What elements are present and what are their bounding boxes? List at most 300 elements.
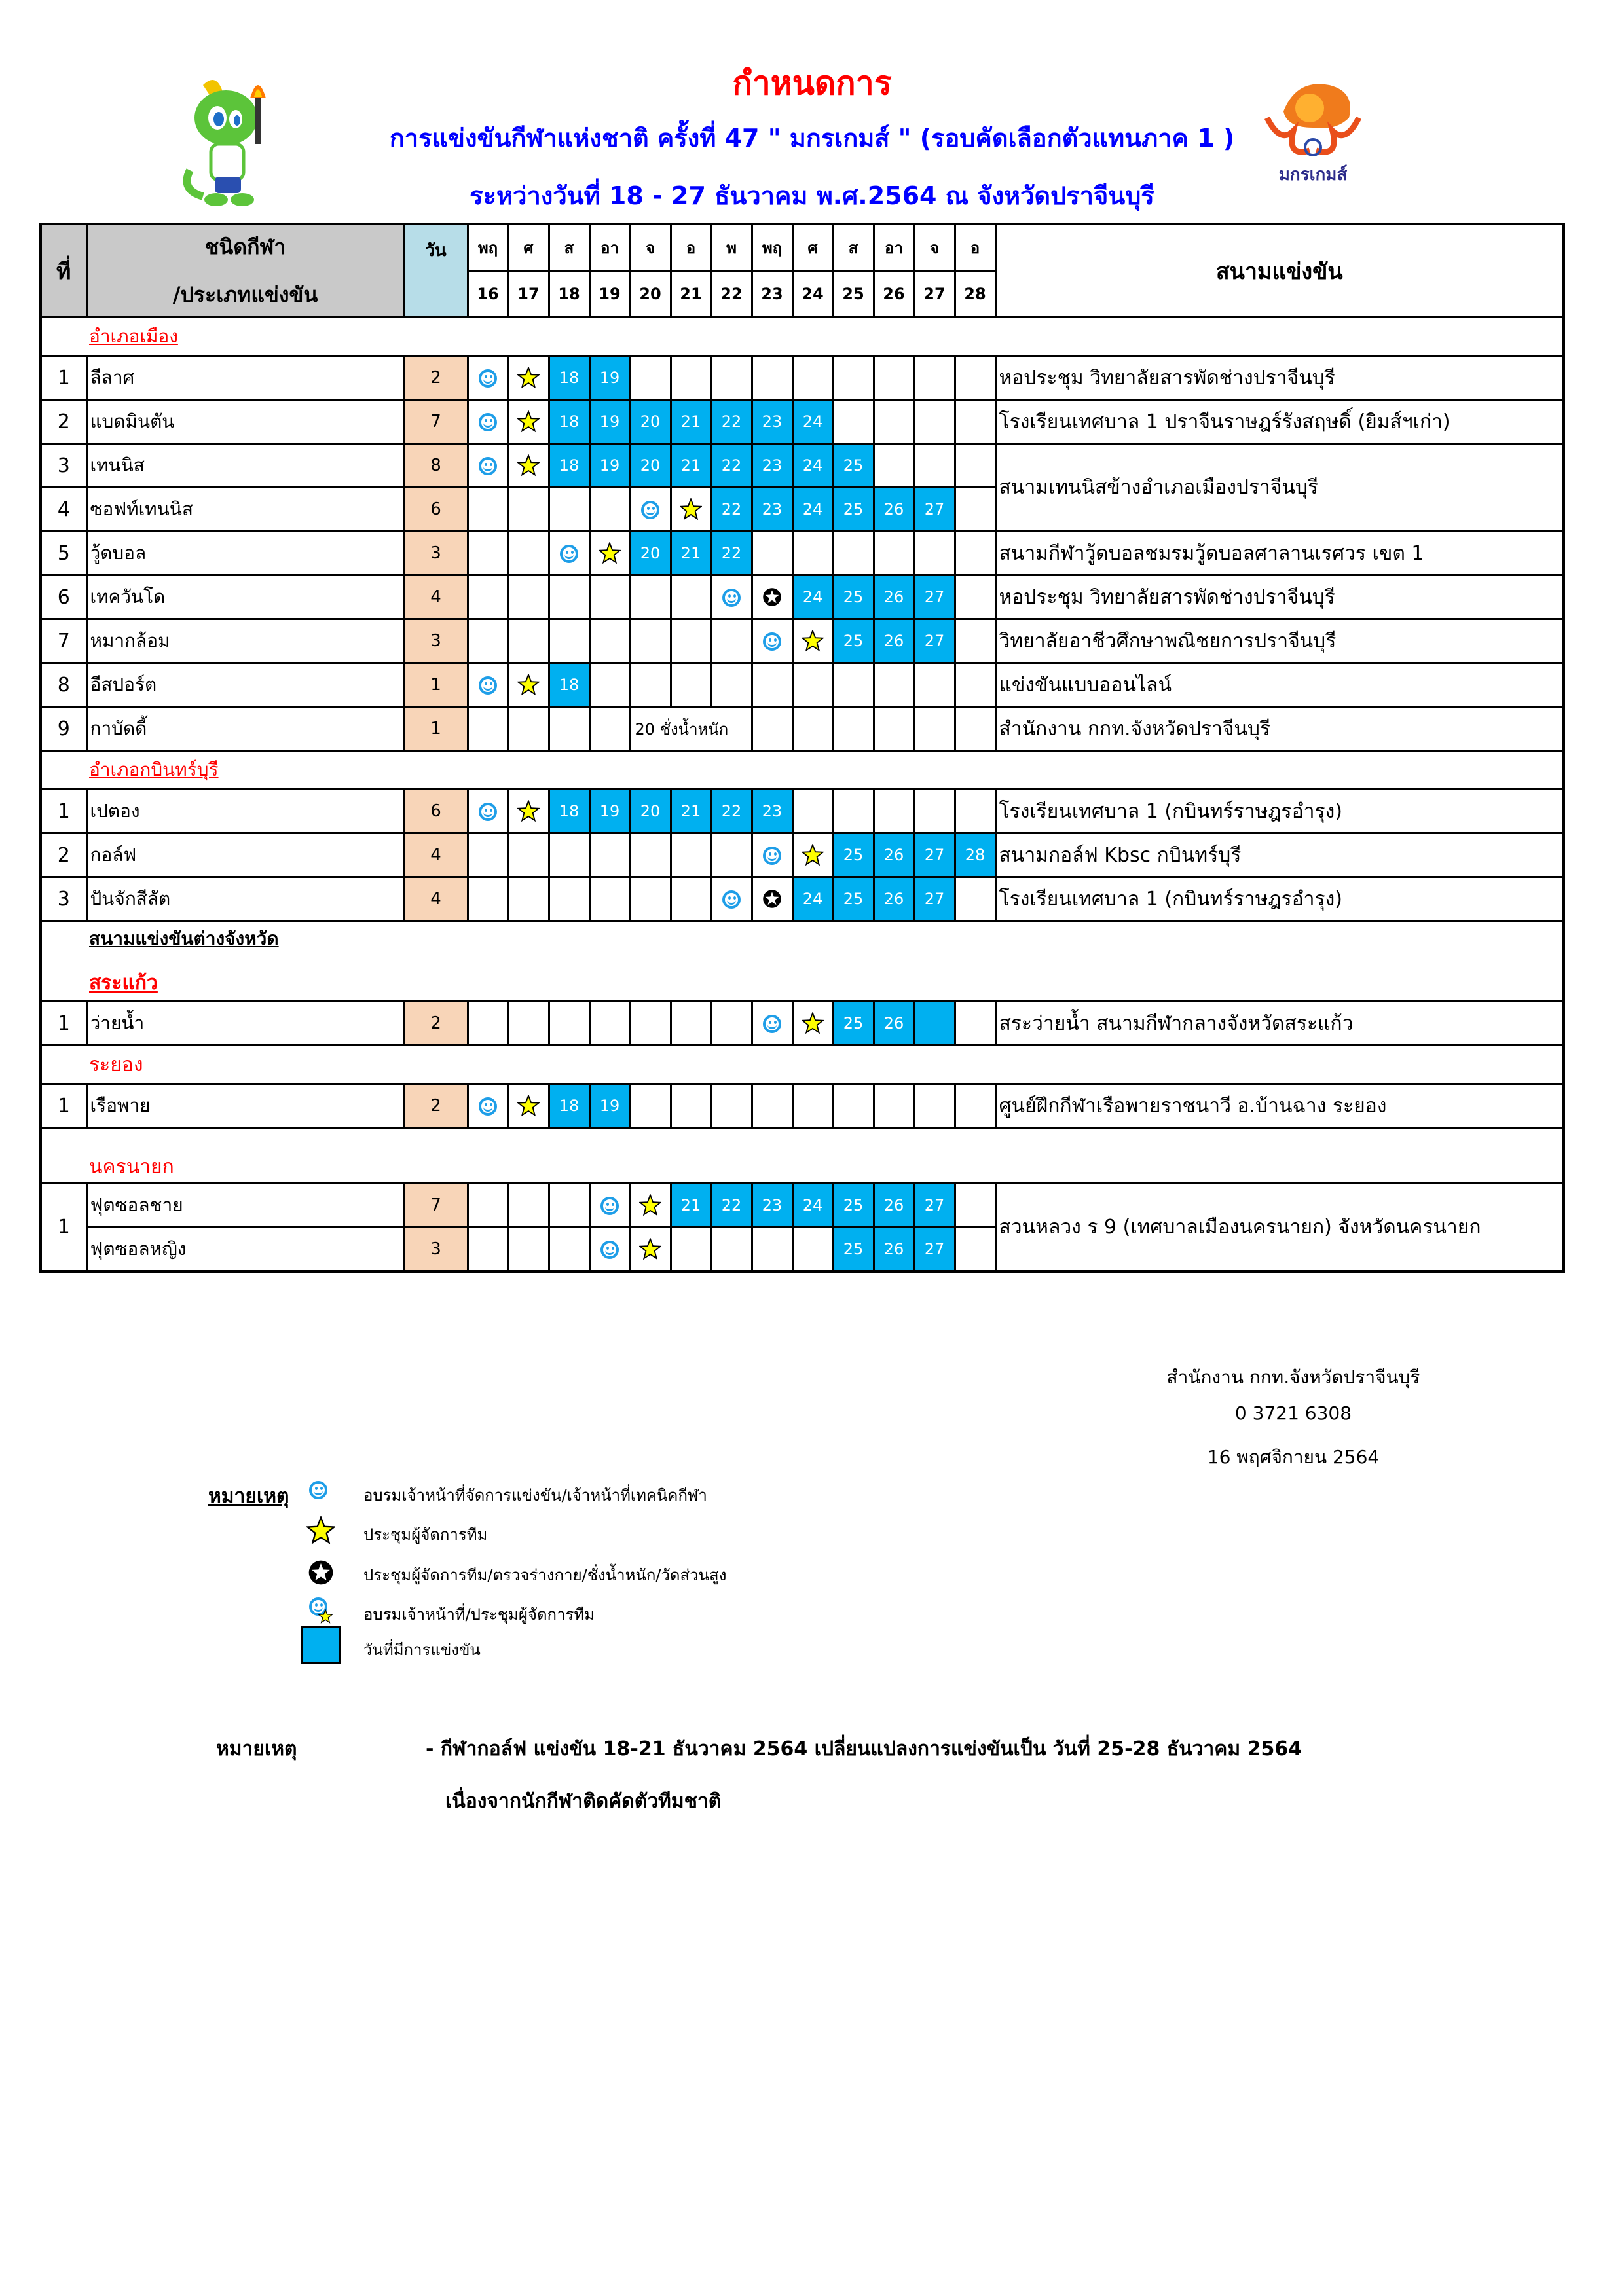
competition-day-cell: 21 xyxy=(671,1184,711,1228)
competition-day-cell: 18 xyxy=(549,663,589,707)
section-header xyxy=(41,751,1564,790)
day-cell xyxy=(508,444,549,488)
smile-icon xyxy=(479,369,497,388)
competition-day-cell: 18 xyxy=(549,790,589,833)
date-header: 19 xyxy=(589,271,630,318)
day-cell xyxy=(792,833,833,877)
day-cell xyxy=(792,356,833,400)
day-cell xyxy=(752,356,792,400)
day-cell xyxy=(792,790,833,833)
competition-day-cell: 18 xyxy=(549,356,589,400)
competition-day-cell: 27 xyxy=(914,575,955,619)
day-cell xyxy=(792,1228,833,1272)
table-row xyxy=(41,1184,1564,1228)
day-cell xyxy=(914,790,955,833)
competition-day-cell: 23 xyxy=(752,790,792,833)
day-cell xyxy=(508,400,549,444)
star-icon xyxy=(517,412,540,430)
competition-day-cell: 24 xyxy=(792,444,833,488)
day-cell xyxy=(914,707,955,751)
venue: โรงเรียนเทศบาล 1 (กบินทร์ราษฎรอำรุง) xyxy=(995,877,1564,921)
competition-day-cell: 22 xyxy=(711,444,752,488)
competition-day-cell: 25 xyxy=(833,488,874,532)
day-cell xyxy=(752,575,792,619)
day-cell xyxy=(711,619,752,663)
day-cell xyxy=(711,575,752,619)
day-cell xyxy=(711,663,752,707)
sport-name: แบดมินตัน xyxy=(86,400,404,444)
competition-day-cell: 21 xyxy=(671,532,711,575)
day-cell xyxy=(508,575,549,619)
weekday-header: ศ xyxy=(508,224,549,271)
day-cell xyxy=(630,356,671,400)
sport-name: อีสปอร์ต xyxy=(86,663,404,707)
competition-day-cell: 27 xyxy=(914,488,955,532)
section-header-label: อำเภอกบินทร์บุรี xyxy=(41,751,1564,790)
smile-star-icon xyxy=(309,1597,327,1616)
day-cell xyxy=(589,1184,630,1228)
day-cell xyxy=(508,1184,549,1228)
col-header-sport-line2: /ประเภทแข่งขัน xyxy=(172,282,318,307)
competition-day-cell: 26 xyxy=(874,1184,914,1228)
table-row xyxy=(41,532,1564,575)
star-icon xyxy=(306,1516,335,1548)
office-phone: 0 3721 6308 xyxy=(1234,1402,1352,1424)
weekday-header: พ xyxy=(711,224,752,271)
venue: สนามกีฬาวู้ดบอลชมรมวู้ดบอลศาลานเรศวร เขต 1 xyxy=(995,532,1564,575)
day-cell xyxy=(914,400,955,444)
sport-name: ลีลาศ xyxy=(86,356,404,400)
table-row xyxy=(41,619,1564,663)
competition-day-cell: 21 xyxy=(671,790,711,833)
day-cell xyxy=(549,877,589,921)
day-cell xyxy=(630,1184,671,1228)
competition-day-cell: 22 xyxy=(711,1184,752,1228)
date-header: 26 xyxy=(874,271,914,318)
competition-day-cell: 20 xyxy=(630,532,671,575)
smile-icon xyxy=(722,589,741,607)
weekday-header: ส xyxy=(549,224,589,271)
competition-day-cell: 26 xyxy=(874,1228,914,1272)
day-cell xyxy=(589,707,630,751)
day-cell xyxy=(752,877,792,921)
sport-name: ว่ายน้ำ xyxy=(86,1002,404,1046)
venue: หอประชุม วิทยาลัยสารพัดช่างปราจีนบุรี xyxy=(995,575,1564,619)
row-number: 2 xyxy=(41,833,86,877)
day-cell xyxy=(955,575,995,619)
day-cell xyxy=(468,400,508,444)
star-icon xyxy=(802,1013,824,1032)
row-number: 9 xyxy=(41,707,86,751)
day-cell xyxy=(914,444,955,488)
weekday-header: อา xyxy=(589,224,630,271)
competition-day-cell: 23 xyxy=(752,400,792,444)
date-header: 16 xyxy=(468,271,508,318)
day-cell xyxy=(549,833,589,877)
day-cell xyxy=(955,663,995,707)
competition-day-cell: 25 xyxy=(833,619,874,663)
day-cell xyxy=(874,356,914,400)
day-cell xyxy=(508,1002,549,1046)
days-count: 4 xyxy=(404,877,468,921)
other-provinces-header-cell xyxy=(41,921,1564,1002)
day-cell xyxy=(833,663,874,707)
star-icon xyxy=(517,675,540,693)
table-row xyxy=(41,663,1564,707)
other-provinces-header xyxy=(41,921,1564,1002)
day-cell xyxy=(589,833,630,877)
day-cell xyxy=(671,619,711,663)
day-cell xyxy=(589,575,630,619)
day-cell xyxy=(589,488,630,532)
day-cell xyxy=(833,356,874,400)
office-name: สำนักงาน กกท.จังหวัดปราจีนบุรี xyxy=(1166,1366,1420,1388)
day-cell xyxy=(549,1228,589,1272)
day-cell xyxy=(549,1184,589,1228)
competition-day-cell: 19 xyxy=(589,444,630,488)
day-cell xyxy=(630,1002,671,1046)
sport-name: กาบัดดี้ xyxy=(86,707,404,751)
date-header: 23 xyxy=(752,271,792,318)
day-cell xyxy=(752,619,792,663)
competition-day-cell: 25 xyxy=(833,1184,874,1228)
competition-day-cell: 24 xyxy=(792,1184,833,1228)
day-cell xyxy=(955,1002,995,1046)
competition-day-cell: 19 xyxy=(589,1084,630,1128)
row-number: 3 xyxy=(41,877,86,921)
schedule-table xyxy=(39,223,1565,1273)
row-number: 1 xyxy=(41,1084,86,1128)
day-cell xyxy=(671,877,711,921)
venue: สำนักงาน กกท.จังหวัดปราจีนบุรี xyxy=(995,707,1564,751)
legend-title: หมายเหตุ xyxy=(208,1485,289,1508)
weekday-header: จ xyxy=(630,224,671,271)
days-count: 8 xyxy=(404,444,468,488)
legend-item-label: อบรมเจ้าหน้าที่จัดการแข่งขัน/เจ้าหน้าที่เทคนิคกีฬา xyxy=(363,1486,707,1504)
date-header: 17 xyxy=(508,271,549,318)
day-cell xyxy=(833,532,874,575)
weekday-header: พฤ xyxy=(752,224,792,271)
day-cell xyxy=(589,663,630,707)
day-cell xyxy=(508,619,549,663)
legend-item-label: ประชุมผู้จัดการทีม/ตรวจร่างกาย/ชั่งน้ำหนัก/วัดส่วนสูง xyxy=(363,1566,727,1584)
table-row xyxy=(41,790,1564,833)
day-cell xyxy=(468,707,508,751)
col-header-no: ที่ xyxy=(41,224,86,318)
day-cell xyxy=(630,877,671,921)
row-number: 8 xyxy=(41,663,86,707)
days-count: 3 xyxy=(404,1228,468,1272)
days-count: 1 xyxy=(404,663,468,707)
day-cell xyxy=(630,1228,671,1272)
col-header-sport-line1: ชนิดกีฬา xyxy=(204,234,286,259)
sport-name: ฟุตซอลหญิง xyxy=(86,1228,404,1272)
star-icon xyxy=(517,456,540,474)
date-header: 22 xyxy=(711,271,752,318)
row-number: 7 xyxy=(41,619,86,663)
day-cell xyxy=(752,833,792,877)
day-cell xyxy=(508,532,549,575)
date-header: 24 xyxy=(792,271,833,318)
circle-star-icon xyxy=(308,1559,334,1588)
day-cell xyxy=(508,707,549,751)
sport-name: กอล์ฟ xyxy=(86,833,404,877)
day-cell xyxy=(549,619,589,663)
row-number: 3 xyxy=(41,444,86,488)
star-icon xyxy=(517,801,540,820)
competition-day-cell: 20 xyxy=(630,790,671,833)
smile-icon xyxy=(722,890,741,909)
competition-day-cell: 27 xyxy=(914,877,955,921)
day-cell xyxy=(468,619,508,663)
day-cell xyxy=(589,532,630,575)
days-count: 7 xyxy=(404,400,468,444)
day-cell xyxy=(508,1228,549,1272)
day-cell xyxy=(752,707,792,751)
row-number: 1 xyxy=(41,790,86,833)
day-cell xyxy=(468,877,508,921)
table-row xyxy=(41,833,1564,877)
sport-name: เรือพาย xyxy=(86,1084,404,1128)
day-cell xyxy=(508,877,549,921)
row-number: 6 xyxy=(41,575,86,619)
legend-item-label: ประชุมผู้จัดการทีม xyxy=(363,1525,488,1544)
page-subtitle: การแข่งขันกีฬาแห่งชาติ ครั้งที่ 47 " มกรเกมส์ " (รอบคัดเลือกตัวแทนภาค 1 ) xyxy=(389,124,1235,153)
days-count: 3 xyxy=(404,532,468,575)
day-cell xyxy=(468,1002,508,1046)
smile-icon xyxy=(763,1015,781,1033)
row-number: 5 xyxy=(41,532,86,575)
table-row xyxy=(41,400,1564,444)
svg-text:มกรเกมส์: มกรเกมส์ xyxy=(1278,165,1348,185)
smile-icon xyxy=(309,1481,327,1499)
day-cell xyxy=(874,1084,914,1128)
day-cell xyxy=(630,663,671,707)
competition-day-cell: 25 xyxy=(833,877,874,921)
row-number: 2 xyxy=(41,400,86,444)
header-row-weekdays xyxy=(41,224,1564,271)
smile-icon xyxy=(763,847,781,865)
days-count: 2 xyxy=(404,356,468,400)
day-cell xyxy=(671,1002,711,1046)
schedule-body xyxy=(41,318,1564,1272)
competition-day-cell: 21 xyxy=(671,400,711,444)
day-cell xyxy=(955,488,995,532)
day-cell xyxy=(711,833,752,877)
table-row xyxy=(41,1002,1564,1046)
days-count: 1 xyxy=(404,707,468,751)
day-cell xyxy=(955,790,995,833)
days-count: 3 xyxy=(404,619,468,663)
smile-icon xyxy=(479,676,497,695)
day-cell xyxy=(589,619,630,663)
day-cell xyxy=(549,1002,589,1046)
sport-name: เทควันโด xyxy=(86,575,404,619)
sport-name: เทนนิส xyxy=(86,444,404,488)
date-header: 18 xyxy=(549,271,589,318)
venue: ศูนย์ฝึกกีฬาเรือพายราชนาวี อ.บ้านฉาง ระยอง xyxy=(995,1084,1564,1128)
venue: สนามกอล์ฟ Kbsc กบินทร์บุรี xyxy=(995,833,1564,877)
day-cell xyxy=(955,356,995,400)
row-number: 4 xyxy=(41,488,86,532)
table-row xyxy=(41,444,1564,488)
smile-icon xyxy=(479,413,497,431)
days-count: 4 xyxy=(404,833,468,877)
section-header xyxy=(41,318,1564,356)
day-cell xyxy=(468,532,508,575)
smile-icon xyxy=(641,501,659,519)
day-cell xyxy=(589,877,630,921)
day-cell xyxy=(671,1228,711,1272)
day-cell xyxy=(630,619,671,663)
weekday-header: ส xyxy=(833,224,874,271)
remark-label: หมายเหตุ xyxy=(216,1738,297,1760)
day-cell xyxy=(955,400,995,444)
day-cell xyxy=(833,1084,874,1128)
table-row xyxy=(41,1084,1564,1128)
competition-day-cell: 19 xyxy=(589,356,630,400)
star-icon xyxy=(639,1195,661,1214)
days-count: 6 xyxy=(404,790,468,833)
sport-name: เปตอง xyxy=(86,790,404,833)
competition-day-cell: 24 xyxy=(792,400,833,444)
day-cell xyxy=(508,1084,549,1128)
day-cell xyxy=(549,575,589,619)
day-cell xyxy=(549,488,589,532)
day-cell xyxy=(955,444,995,488)
day-cell xyxy=(955,1184,995,1228)
day-cell xyxy=(833,707,874,751)
blue-box-icon xyxy=(301,1626,341,1664)
col-header-days: วัน xyxy=(404,224,468,318)
competition-day-cell: 18 xyxy=(549,444,589,488)
day-cell xyxy=(752,1084,792,1128)
weekday-header: ศ xyxy=(792,224,833,271)
day-cell xyxy=(914,356,955,400)
day-cell xyxy=(508,488,549,532)
day-cell xyxy=(671,663,711,707)
table-row xyxy=(41,356,1564,400)
remark-line-1: - กีฬากอล์ฟ แข่งขัน 18-21 ธันวาคม 2564 เปลี่ยนแปลงการแข่งขันเป็น วันที่ 25-28 ธันวาคม 2564 xyxy=(426,1738,1302,1760)
col-header-venue: สนามแข่งขัน xyxy=(995,224,1564,318)
day-cell xyxy=(914,663,955,707)
day-cell xyxy=(874,663,914,707)
day-cell xyxy=(874,400,914,444)
day-cell xyxy=(833,400,874,444)
remark-line-2: เนื่องจากนักกีฬาติดคัดตัวทีมชาติ xyxy=(445,1790,722,1813)
competition-day-cell: 25 xyxy=(833,833,874,877)
competition-day-cell: 26 xyxy=(874,488,914,532)
star-icon xyxy=(802,845,824,864)
competition-day-cell: 26 xyxy=(874,575,914,619)
day-cell xyxy=(833,790,874,833)
competition-day-cell: 24 xyxy=(792,877,833,921)
competition-day-cell: 26 xyxy=(874,877,914,921)
day-cell xyxy=(630,1084,671,1128)
weekday-header: อ xyxy=(671,224,711,271)
day-cell xyxy=(752,1228,792,1272)
smile-icon xyxy=(479,1097,497,1116)
day-cell xyxy=(468,1228,508,1272)
days-count: 2 xyxy=(404,1084,468,1128)
weekday-header: พฤ xyxy=(468,224,508,271)
page-title: กำหนดการ xyxy=(732,64,892,102)
table-row xyxy=(41,575,1564,619)
date-header: 21 xyxy=(671,271,711,318)
venue: หอประชุม วิทยาลัยสารพัดช่างปราจีนบุรี xyxy=(995,356,1564,400)
day-cell xyxy=(671,575,711,619)
day-cell xyxy=(914,1084,955,1128)
province-header xyxy=(41,1046,1564,1084)
weekday-header: จ xyxy=(914,224,955,271)
star-icon xyxy=(517,1096,540,1114)
venue: วิทยาลัยอาชีวศึกษาพณิชยการปราจีนบุรี xyxy=(995,619,1564,663)
competition-day-cell: 26 xyxy=(874,833,914,877)
day-cell xyxy=(792,619,833,663)
venue: สนามเทนนิสข้างอำเภอเมืองปราจีนบุรี xyxy=(995,444,1564,532)
competition-day-cell: 22 xyxy=(711,400,752,444)
day-cell xyxy=(711,1228,752,1272)
day-cell xyxy=(589,1228,630,1272)
day-cell xyxy=(874,444,914,488)
day-cell xyxy=(711,356,752,400)
day-cell xyxy=(874,707,914,751)
competition-day-cell: 24 xyxy=(792,488,833,532)
competition-day-cell: 22 xyxy=(711,532,752,575)
makon-games-logo xyxy=(1257,72,1369,196)
competition-day-cell: 27 xyxy=(914,1228,955,1272)
sport-name: ซอฟท์เทนนิส xyxy=(86,488,404,532)
weekday-header: อา xyxy=(874,224,914,271)
day-cell xyxy=(752,663,792,707)
competition-day-cell: 25 xyxy=(833,1002,874,1046)
days-count: 7 xyxy=(404,1184,468,1228)
day-cell xyxy=(955,707,995,751)
competition-day-cell: 20 xyxy=(630,400,671,444)
day-cell xyxy=(468,488,508,532)
competition-day-cell: 27 xyxy=(914,1184,955,1228)
competition-day-cell: 23 xyxy=(752,488,792,532)
competition-day-cell: 24 xyxy=(792,575,833,619)
row-number: 1 xyxy=(41,1002,86,1046)
smile-icon xyxy=(479,803,497,821)
province-header xyxy=(41,1128,1564,1184)
day-cell xyxy=(468,444,508,488)
other-provinces-label: สนามแข่งขันต่างจังหวัด xyxy=(89,927,279,949)
province-header-label: ระยอง xyxy=(41,1046,1564,1084)
days-count: 2 xyxy=(404,1002,468,1046)
date-location-line: ระหว่างวันที่ 18 - 27 ธันวาคม พ.ศ.2564 ณ จังหวัดปราจีนบุรี xyxy=(470,181,1154,210)
day-cell xyxy=(955,619,995,663)
date-header: 27 xyxy=(914,271,955,318)
day-cell xyxy=(792,1084,833,1128)
sport-name: หมากล้อม xyxy=(86,619,404,663)
venue: โรงเรียนเทศบาล 1 (กบินทร์ราษฎรอำรุง) xyxy=(995,790,1564,833)
day-cell xyxy=(792,663,833,707)
day-cell xyxy=(752,532,792,575)
day-cell xyxy=(468,833,508,877)
row-number: 1 xyxy=(41,356,86,400)
sport-name: ปันจักสีลัต xyxy=(86,877,404,921)
date-header: 25 xyxy=(833,271,874,318)
day-cell xyxy=(468,575,508,619)
table-row xyxy=(41,877,1564,921)
day-cell xyxy=(955,532,995,575)
competition-day-cell: 19 xyxy=(589,790,630,833)
province-label: สระแก้ว xyxy=(89,971,158,994)
col-header-sport xyxy=(86,224,404,318)
smile-icon xyxy=(560,545,578,563)
